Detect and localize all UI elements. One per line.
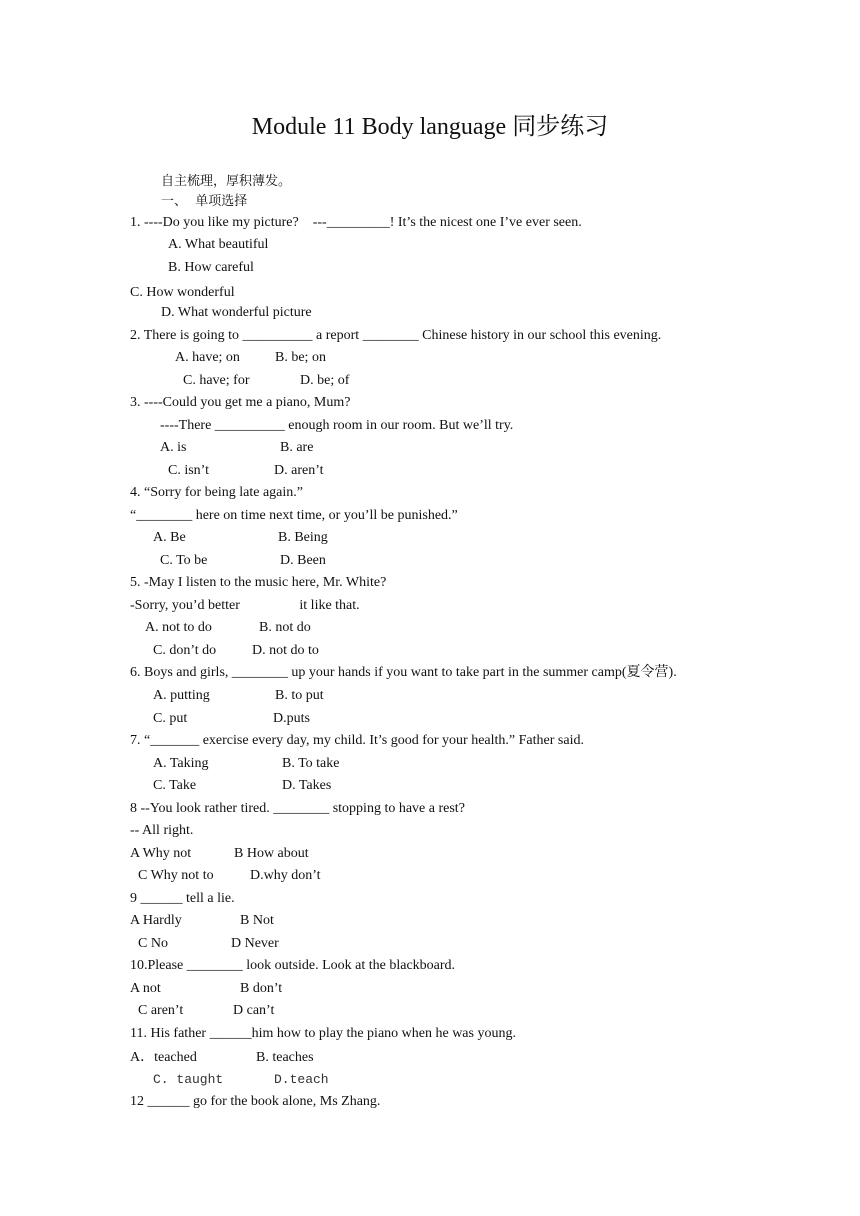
option-b: B. teaches [256, 1050, 314, 1065]
option-b: B. be; on [275, 350, 326, 365]
option-a: A. is [160, 440, 187, 455]
option-d: D. not do to [252, 643, 319, 658]
option-b: B. How careful [168, 260, 254, 275]
option-c: C Why not to [138, 868, 214, 883]
option-c: C. Take [153, 778, 197, 793]
question-stem: 5. -May I listen to the music here, Mr. White? [130, 575, 387, 590]
option-a: A．teached [130, 1050, 197, 1065]
section-heading: 一、 单项选择 [161, 194, 248, 209]
option-b: B. Being [278, 530, 328, 545]
question-stem: 1. ----Do you like my picture? ---_________! It’s the nicest one I’ve ever seen. [130, 215, 582, 230]
option-b: B Not [240, 913, 274, 928]
option-d: D. What wonderful picture [161, 305, 312, 320]
question-stem: 4. “Sorry for being late again.” [130, 485, 303, 500]
option-c: C. To be [160, 553, 208, 568]
option-d: D can’t [233, 1003, 275, 1018]
option-c: C. put [153, 711, 188, 726]
option-d: D Never [231, 936, 279, 951]
question-stem: 6. Boys and girls, ________ up your hands if you want to take part in the summer camp(夏令营). [130, 665, 677, 680]
question-stem: 12 ______ go for the book alone, Ms Zhang. [130, 1094, 381, 1109]
question-stem-2: “________ here on time next time, or you’ll be punished.” [130, 508, 458, 523]
option-c: C No [138, 936, 168, 951]
option-c: C. How wonderful [130, 285, 235, 300]
question-stem: 2. There is going to __________ a report ________ Chinese history in our school this evening. [130, 328, 662, 343]
option-a: A. Taking [153, 756, 209, 771]
option-b: B don’t [240, 981, 283, 996]
option-d: D. aren’t [274, 463, 324, 478]
option-b: B How about [234, 846, 309, 861]
option-a: A not [130, 981, 161, 996]
option-b: B. are [280, 440, 314, 455]
option-c: C aren’t [138, 1003, 184, 1018]
option-d: D. Takes [282, 778, 332, 793]
question-stem-2: -Sorry, you’d better it like that. [130, 598, 360, 613]
option-a: A. not to do [145, 620, 212, 635]
option-a: A. What beautiful [168, 237, 269, 252]
option-a: A Why not [130, 846, 192, 861]
question-stem: 7. “_______ exercise every day, my child. It’s good for your health.” Father said. [130, 733, 584, 748]
intro-text: 自主梳理，厚积薄发。 [161, 174, 292, 189]
option-d: D.why don’t [250, 868, 321, 883]
option-b: B. to put [275, 688, 324, 703]
option-c: C. have; for [183, 373, 250, 388]
option-a: A Hardly [130, 913, 182, 928]
question-stem-2: -- All right. [130, 823, 194, 838]
option-d: D. Been [280, 553, 326, 568]
question-stem: 11. His father ______him how to play the piano when he was young. [130, 1026, 516, 1041]
question-stem: 9 ______ tell a lie. [130, 891, 235, 906]
option-c: C. taught [153, 1072, 224, 1087]
question-stem: 3. ----Could you get me a piano, Mum? [130, 395, 351, 410]
option-d: D.puts [273, 711, 310, 726]
option-b: B. To take [282, 756, 340, 771]
option-d: D. be; of [300, 373, 350, 388]
option-c: C. don’t do [153, 643, 217, 658]
option-a: A. Be [153, 530, 186, 545]
page-title: Module 11 Body language 同步练习 [251, 114, 609, 140]
question-stem-2: ----There __________ enough room in our room. But we’ll try. [160, 418, 514, 433]
question-stem: 8 --You look rather tired. ________ stopping to have a rest? [130, 801, 465, 816]
option-d: D.teach [274, 1072, 329, 1087]
option-b: B. not do [259, 620, 311, 635]
option-c: C. isn’t [168, 463, 209, 478]
option-a: A. have; on [175, 350, 240, 365]
option-a: A. putting [153, 688, 210, 703]
question-stem: 10.Please ________ look outside. Look at the blackboard. [130, 958, 456, 973]
